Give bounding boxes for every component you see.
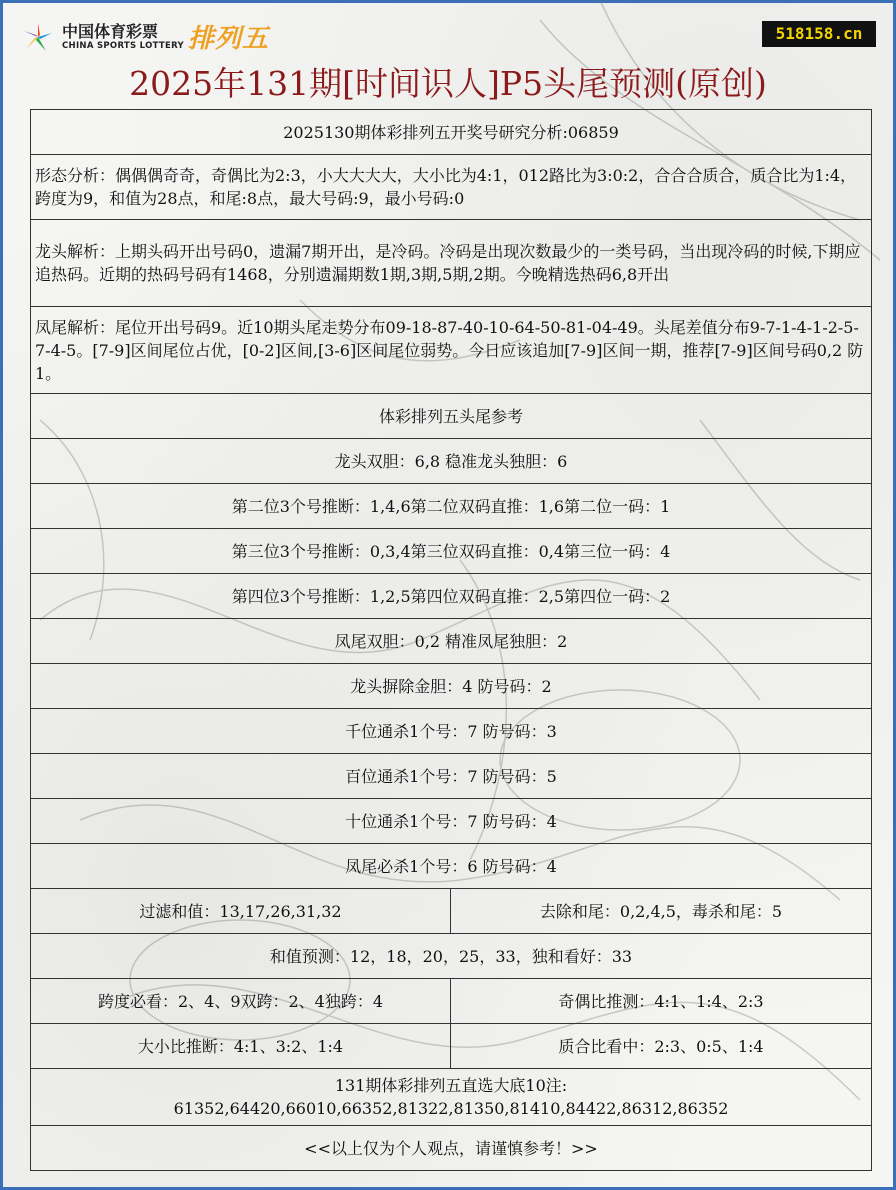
reference-row: 千位通杀1个号：7 防号码：3: [31, 709, 872, 754]
table-row: [31, 664, 872, 709]
table-row: [31, 110, 872, 155]
table-row: [31, 754, 872, 799]
table-row: [31, 574, 872, 619]
head-analysis: 龙头解析：上期头码开出号码0，遗漏7期开出，是冷码。冷码是出现次数最少的一类号码，当出现冷码的时候,下期应追热码。近期的热码号码有1468，分别遗漏期数1期,3期,5期,2期。今晚精选热码6,8开出: [31, 220, 872, 307]
table-row: [31, 394, 872, 439]
form-analysis: 形态分析：偶偶偶奇奇，奇偶比为2:3，小大大大大，大小比为4:1，012路比为3:0:2，合合合质合，质合比为1:4，跨度为9，和值为28点，和尾:8点，最大号码:9，最小号码:0: [31, 155, 872, 220]
reference-row: 第三位3个号推断：0,3,4第三位双码直推：0,4第三位一码：4: [31, 529, 872, 574]
reference-row: 龙头双胆：6,8 稳准龙头独胆：6: [31, 439, 872, 484]
table-row: [31, 1069, 872, 1126]
table-row: [31, 934, 872, 979]
picks-cell: [31, 1069, 872, 1126]
table-row: [31, 619, 872, 664]
reference-row: 凤尾必杀1个号：6 防号码：4: [31, 844, 872, 889]
table-row: [31, 979, 872, 1024]
sum-tail-exclude: 去除和尾：0,2,4,5，毒杀和尾：5: [451, 889, 872, 934]
tail-analysis: 凤尾解析：尾位开出号码9。近10期头尾走势分布09-18-87-40-10-64-50-81-04-49。头尾差值分布9-7-1-4-1-2-5-7-4-5。[7-9]区间尾位占优，[0-2]区间,[3-6]区间尾位弱势。今日应该追加[7-9]区间一期，推荐[7-9]区间号码0,2 防1。: [31, 307, 872, 394]
reference-row: 百位通杀1个号：7 防号码：5: [31, 754, 872, 799]
table-row: [31, 439, 872, 484]
lottery-logo: [20, 18, 269, 55]
table-row: [31, 799, 872, 844]
analysis-heading: 2025130期体彩排列五开奖号研究分析:06859: [31, 110, 872, 155]
table-row: [31, 484, 872, 529]
reference-row: 第二位3个号推断：1,4,6第二位双码直推：1,6第二位一码：1: [31, 484, 872, 529]
logo-brand-text: 排列五: [187, 24, 269, 54]
footer-note: <<以上仅为个人观点，请谨慎参考！>>: [31, 1126, 872, 1171]
table-row: [31, 1024, 872, 1069]
table-row: [31, 155, 872, 220]
reference-heading: 体彩排列五头尾参考: [31, 394, 872, 439]
reference-row: 龙头摒除金胆：4 防号码：2: [31, 664, 872, 709]
logo-en-text: CHINA SPORTS LOTTERY: [62, 40, 184, 51]
reference-row: 凤尾双胆：0,2 精准凤尾独胆：2: [31, 619, 872, 664]
big-small-prediction: 大小比推断：4:1、3:2、1:4: [31, 1024, 451, 1069]
prime-prediction: 质合比看中：2:3、0:5、1:4: [451, 1024, 872, 1069]
reference-row: 十位通杀1个号：7 防号码：4: [31, 799, 872, 844]
picks-numbers: 61352,64420,66010,66352,81322,81350,81410,84422,86312,86352: [173, 1099, 729, 1118]
table-row: [31, 307, 872, 394]
table-row: [31, 844, 872, 889]
table-row: [31, 1126, 872, 1171]
sum-forecast: 和值预测：12，18，20，25，33，独和看好：33: [31, 934, 872, 979]
logo-cn-text: 中国体育彩票: [62, 21, 159, 41]
site-badge[interactable]: 518158.cn: [762, 21, 876, 47]
page-title: 2025年131期[时间识人]P5头尾预测(原创): [129, 64, 767, 103]
sum-filter: 过滤和值：13,17,26,31,32: [31, 889, 451, 934]
odd-even-prediction: 奇偶比推测：4:1、1:4、2:3: [451, 979, 872, 1024]
prediction-table: [30, 109, 872, 1171]
span-prediction: 跨度必看：2、4、9双跨：2、4独跨：4: [31, 979, 451, 1024]
picks-heading: 131期体彩排列五直选大底10注:: [334, 1076, 568, 1095]
table-row: [31, 889, 872, 934]
table-row: [31, 709, 872, 754]
lottery-star-icon: [20, 19, 56, 55]
reference-row: 第四位3个号推断：1,2,5第四位双码直推：2,5第四位一码：2: [31, 574, 872, 619]
table-row: [31, 220, 872, 307]
table-row: [31, 529, 872, 574]
